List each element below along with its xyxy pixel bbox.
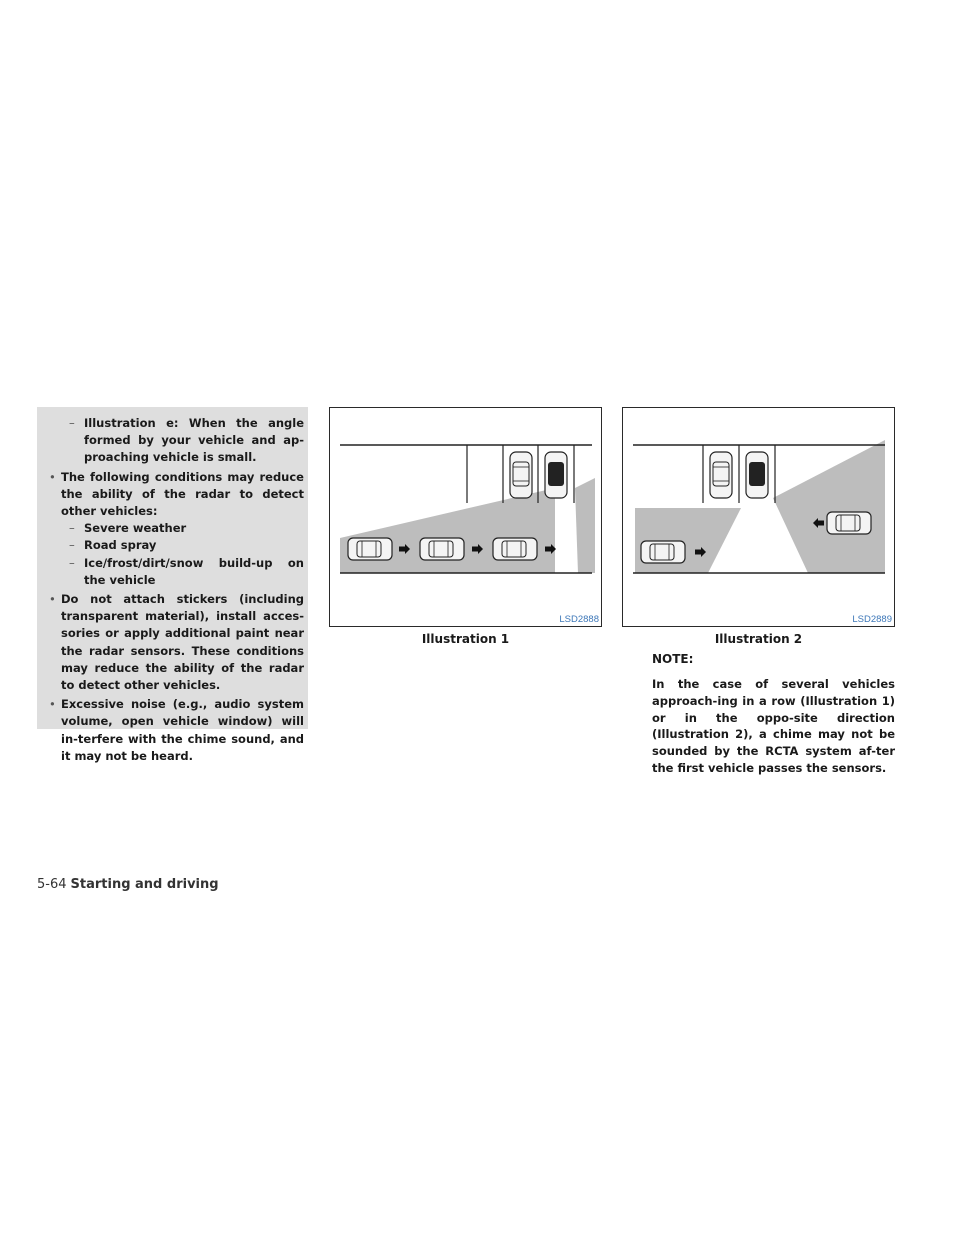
detection-zone-right — [575, 478, 595, 573]
figure-code: LSD2888 — [559, 614, 599, 625]
detection-zone-right — [773, 440, 885, 573]
note-body: In the case of several vehicles approach-ing in a row (Illustration 1) or in the oppo-site direction (Illustration 2), a chime may not be sounded by the RCTA system af-ter the first vehicle passes the sensors. — [652, 677, 895, 775]
illustration-1-drawing — [330, 408, 601, 626]
approaching-car — [420, 538, 464, 560]
dash-marker: – — [69, 521, 75, 536]
list-item-text: Do not attach stickers (including transparent material), install acces-sories or apply additional paint near the radar sensors. These conditions may reduce the ability of the radar to detect other vehicles. — [61, 592, 304, 693]
figure-caption: Illustration 1 — [421, 632, 510, 646]
illustration-1 — [329, 407, 602, 627]
list-item-text: Excessive noise (e.g., audio system volume, open vehicle window) will in-terfere with the chime sound, and it may not be heard. — [61, 697, 304, 763]
dash-marker: – — [69, 416, 75, 430]
list-item-text: Severe weather — [84, 521, 187, 536]
parked-car — [710, 452, 732, 498]
list-item — [47, 696, 304, 765]
list-item — [47, 415, 304, 467]
illustration-2-drawing — [623, 408, 894, 626]
list-item — [47, 520, 304, 537]
approaching-car — [641, 541, 685, 563]
page-footer — [37, 877, 219, 892]
list-item — [47, 591, 304, 694]
list-item-text: Ice/frost/dirt/snow build-up on the vehicle — [84, 555, 304, 587]
page-number: 5-64 — [37, 877, 67, 892]
approaching-car — [493, 538, 537, 560]
list-item-text: The following conditions may reduce the ability of the radar to detect other vehicles: — [61, 469, 304, 519]
bullet-marker: • — [49, 697, 56, 712]
bullet-marker: • — [49, 592, 56, 607]
dash-marker: – — [69, 538, 75, 553]
approaching-car — [827, 512, 871, 534]
list-item — [47, 469, 304, 521]
illustration-2 — [622, 407, 895, 627]
figure-code: LSD2889 — [852, 614, 892, 625]
list-item — [47, 555, 304, 589]
list-item-text: Road spray — [84, 538, 157, 553]
bullet-marker: • — [49, 469, 56, 484]
approaching-car — [348, 538, 392, 560]
own-vehicle — [746, 452, 768, 498]
dash-marker: – — [69, 555, 75, 570]
list-item-text: Illustration e: When the angle formed by your vehicle and ap-proaching vehicle is small. — [84, 416, 304, 465]
figure-caption: Illustration 2 — [714, 632, 803, 646]
parked-car — [510, 452, 532, 498]
section-title: Starting and driving — [70, 877, 219, 892]
warning-box — [37, 407, 308, 763]
note-heading: NOTE: — [652, 652, 694, 666]
list-item — [47, 537, 304, 554]
own-vehicle — [545, 452, 567, 498]
